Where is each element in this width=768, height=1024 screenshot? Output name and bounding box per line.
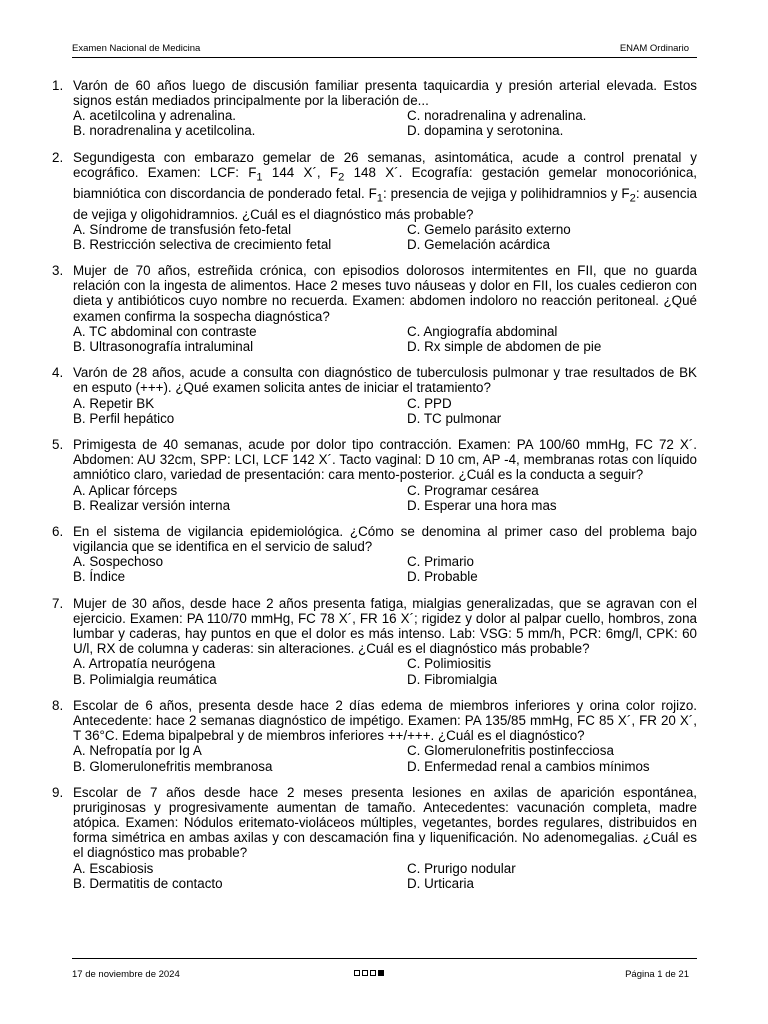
- option-b: B. noradrenalina y acetilcolina.: [73, 123, 256, 139]
- option-a: A. Repetir BK: [73, 395, 155, 411]
- question-8: [52, 698, 697, 773]
- option-b: B. Polimialgia reumática: [73, 671, 217, 687]
- options: [73, 483, 697, 513]
- options: [73, 396, 697, 426]
- option-b: B. Ultrasonografía intraluminal: [73, 338, 254, 354]
- options: [73, 656, 697, 686]
- options: [73, 108, 697, 138]
- options: [73, 554, 697, 584]
- page-header: [72, 42, 697, 58]
- option-b: B. Restricción selectiva de crecimiento fetal: [73, 236, 332, 252]
- question-stem: Escolar de 7 años desde hace 2 meses presenta lesiones en axilas de aparición espontánea, pruriginosas y progresivamente aumentan de tamaño. Antecedentes: vacunación completa, madre atópica. Examen: Nódulos eritemato-violáceos múltiples, vegetantes, bordes regulares, distribuidos en forma simétrica en ambas axilas y con descamación fina y liquenificación. No adenomegalias. ¿Cuál es el diagnóstico mas probable?: [73, 785, 697, 861]
- question-5: [52, 437, 697, 512]
- exam-title: Examen Nacional de Medicina: [72, 43, 201, 54]
- option-b: B. Realizar versión interna: [73, 497, 231, 513]
- footer-page-number: Página 1 de 21: [625, 969, 689, 980]
- option-d: D. TC pulmonar: [407, 410, 502, 426]
- question-stem: Segundigesta con embarazo gemelar de 26 semanas, asintomática, acude a control prenatal y ecográfico. Examen: LCF: $F_1$ 144 X´, $F_2$ 148 X´. Ecografía: gestación gemelar monocoriónica, biamniótica con discordancia de ponderado fetal. $F_1$: presencia de vejiga y polihidramnios y $F_2$: ausencia de vejiga y oligohidramnios. ¿Cuál es el diagnóstico más probable?: [73, 149, 697, 222]
- question-stem: Mujer de 30 años, desde hace 2 años presenta fatiga, mialgias generalizadas, que se agravan con el ejercicio. Examen: PA 110/70 mmHg, FC 78 X´, FR 16 X´; rigidez y dolor al palpar cuello, hombros, zona lumbar y caderas, hay puntos en que el dolor es más intenso. Lab: VSG: 5 mm/h, PCR: 6mg/l, CPK: 60 U/l, RX de columna y caderas: sin alteraciones. ¿Cuál es el diagnóstico más probable?: [73, 596, 697, 657]
- option-b: B. Dermatitis de contacto: [73, 875, 223, 891]
- option-d: D. dopamina y serotonina.: [407, 123, 564, 139]
- question-stem: Varón de 28 años, acude a consulta con diagnóstico de tuberculosis pulmonar y trae resultados de BK en esputo (+++). ¿Qué examen solicita antes de iniciar el tratamiento?: [73, 365, 697, 396]
- option-d: D. Gemelación acárdica: [407, 236, 550, 252]
- option-a: A. Síndrome de transfusión feto-fetal: [73, 221, 292, 237]
- option-a: A. Nefropatía por Ig A: [73, 743, 202, 759]
- option-d: D. Rx simple de abdomen de pie: [407, 338, 602, 354]
- question-7: [52, 596, 697, 687]
- option-a: A. Aplicar fórceps: [73, 482, 178, 498]
- option-c: C. Primario: [407, 554, 474, 570]
- option-a: A. Sospechoso: [73, 554, 164, 570]
- option-a: A. Escabiosis: [73, 860, 154, 876]
- option-a: A. TC abdominal con contraste: [73, 323, 257, 339]
- options: [73, 743, 697, 773]
- option-d: D. Enfermedad renal a cambios mínimos: [407, 758, 650, 774]
- question-4: [52, 365, 697, 425]
- option-c: C. Prurigo nodular: [407, 860, 516, 876]
- option-b: B. Índice: [73, 569, 126, 585]
- footer-squares-icon: [354, 970, 384, 976]
- questions-list: [52, 78, 697, 902]
- question-number: 6.: [52, 524, 64, 540]
- option-d: D. Esperar una hora mas: [407, 497, 557, 513]
- exam-type: ENAM Ordinario: [619, 43, 689, 54]
- footer-date: 17 de noviembre de 2024: [72, 969, 180, 980]
- option-b: B. Perfil hepático: [73, 410, 175, 426]
- options: [73, 324, 697, 354]
- question-number: 7.: [52, 596, 64, 612]
- question-stem: Primigesta de 40 semanas, acude por dolor tipo contracción. Examen: PA 100/60 mmHg, FC 72 X´. Abdomen: AU 32cm, SPP: LCI, LCF 142 X´. Tacto vaginal: D 10 cm, AP -4, membranas rotas con líquido amniótico claro, variedad de presentación: cara mento-posterior. ¿Cuál es la conducta a seguir?: [73, 437, 697, 483]
- question-number: 2.: [52, 149, 64, 165]
- option-c: C. Glomerulonefritis postinfecciosa: [407, 743, 614, 759]
- option-c: C. Programar cesárea: [407, 482, 539, 498]
- option-c: C. Angiografía abdominal: [407, 323, 558, 339]
- options: [73, 861, 697, 891]
- question-number: 8.: [52, 698, 64, 714]
- option-c: C. PPD: [407, 395, 452, 411]
- option-a: A. Artropatía neurógena: [73, 656, 216, 672]
- option-a: A. acetilcolina y adrenalina.: [73, 108, 237, 124]
- option-d: D. Probable: [407, 569, 478, 585]
- question-number: 9.: [52, 785, 64, 801]
- option-d: D. Urticaria: [407, 875, 474, 891]
- question-3: [52, 263, 697, 354]
- option-d: D. Fibromialgia: [407, 671, 498, 687]
- question-number: 3.: [52, 263, 64, 279]
- option-c: C. noradrenalina y adrenalina.: [407, 108, 587, 124]
- question-number: 5.: [52, 437, 64, 453]
- question-2: [52, 150, 697, 252]
- page-footer: [72, 958, 697, 981]
- option-b: B. Glomerulonefritis membranosa: [73, 758, 273, 774]
- option-c: C. Polimiositis: [407, 656, 492, 672]
- question-9: [52, 785, 697, 891]
- question-number: 1.: [52, 78, 64, 93]
- option-c: C. Gemelo parásito externo: [407, 221, 571, 237]
- question-stem: Varón de 60 años luego de discusión familiar presenta taquicardia y presión arterial elevada. Estos signos están mediados principalmente por la liberación de...: [73, 78, 697, 109]
- question-stem: Mujer de 70 años, estreñida crónica, con episodios dolorosos intermitentes en FII, que no guarda relación con la ingesta de alimentos. Hace 2 meses tuvo náuseas y dolor en FII, los cuales cedieron con dieta y antibióticos cuyo nombre no recuerda. Examen: abdomen indoloro no reacción peritoneal. ¿Qué examen confirma la sospecha diagnóstica?: [73, 263, 697, 324]
- question-stem: Escolar de 6 años, presenta desde hace 2 días edema de miembros inferiores y orina color rojizo. Antecedente: hace 2 semanas diagnóstico de impétigo. Examen: PA 135/85 mmHg, FC 85 X´, FR 20 X´, T 36°C. Edema bipalpebral y de miembros inferiores ++/+++. ¿Cuál es el diagnóstico?: [73, 698, 697, 744]
- question-1: [52, 78, 697, 138]
- options: [73, 222, 697, 252]
- question-stem: En el sistema de vigilancia epidemiológica. ¿Cómo se denomina al primer caso del problema bajo vigilancia que se identifica en el servicio de salud?: [73, 524, 697, 555]
- question-number: 4.: [52, 365, 64, 381]
- question-6: [52, 524, 697, 584]
